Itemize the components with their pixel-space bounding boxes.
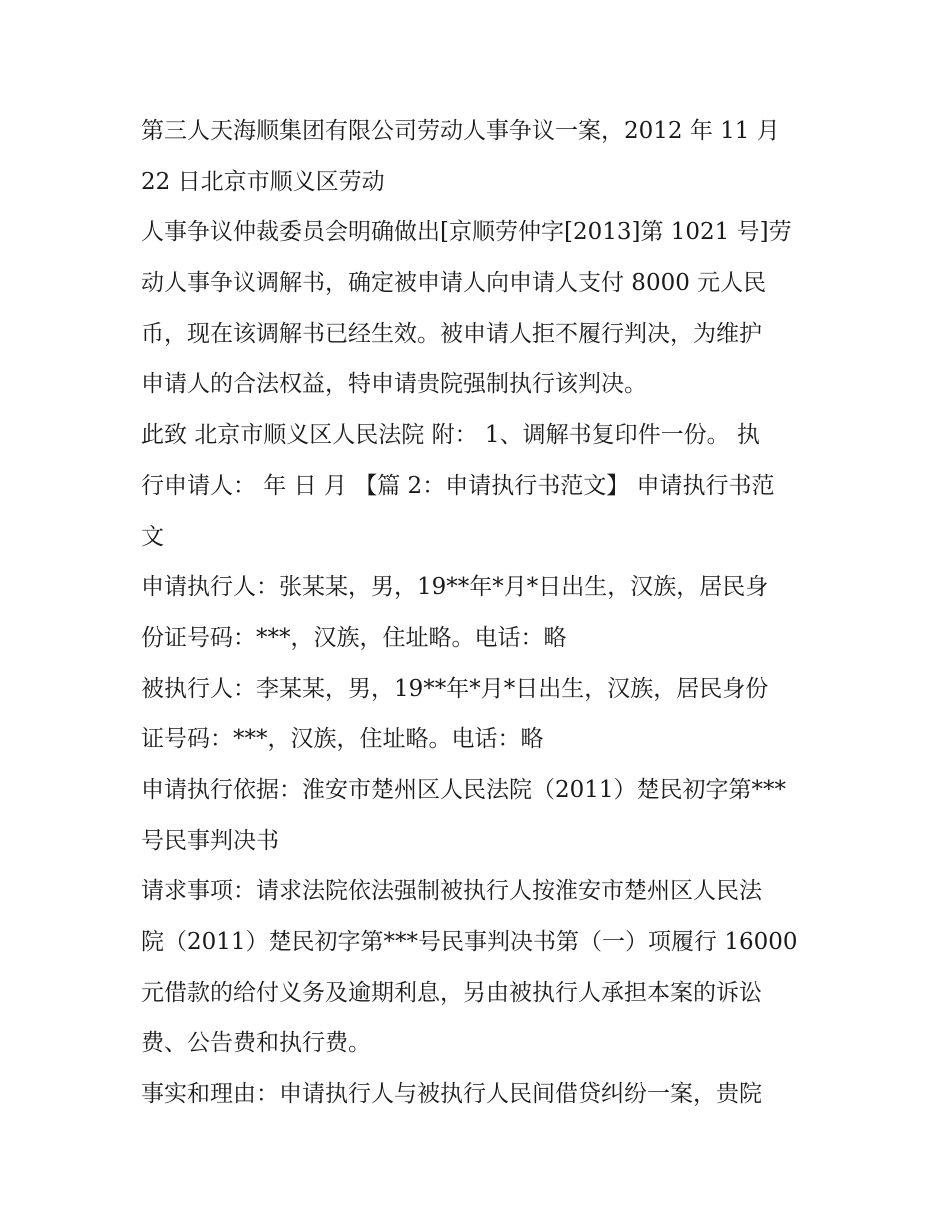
text-line: 证号码：***，汉族，住址略。电话：略 [141, 726, 544, 753]
text-line: 申请执行人：张某某，男，19**年*月*日出生，汉族，居民身 [141, 574, 769, 601]
text-line: 申请执行依据：淮安市楚州区人民法院（2011）楚民初字第*** [141, 776, 787, 803]
text-line: 份证号码：***，汉族，住址略。电话：略 [141, 624, 567, 651]
text-line: 币，现在该调解书已经生效。被申请人拒不履行判决，为维护 [141, 320, 762, 347]
text-line: 行申请人： 年 日 月 【篇 2：申请执行书范文】 申请执行书范 [141, 472, 775, 499]
text-line: 动人事争议调解书，确定被申请人向申请人支付 8000 元人民 [141, 270, 767, 297]
text-line: 费、公告费和执行费。 [141, 1030, 371, 1057]
document-body [141, 106, 813, 1120]
text-line: 此致 北京市顺义区人民法院 附： 1、调解书复印件一份。 执 [141, 422, 760, 449]
text-line: 申请人的合法权益，特申请贵院强制执行该判决。 [141, 371, 647, 398]
text-line: 第三人天海顺集团有限公司劳动人事争议一案，2012 年 11 月 [141, 118, 780, 144]
text-line: 文 [141, 523, 164, 550]
text-line: 22 日北京市顺义区劳动 [141, 168, 385, 195]
text-line: 元借款的给付义务及逾期利息，另由被执行人承担本案的诉讼 [141, 979, 762, 1006]
text-line: 号民事判决书 [141, 827, 279, 854]
text-line: 人事争议仲裁委员会明确做出[京顺劳仲字[2013]第 1021 号]劳 [141, 219, 792, 246]
text-line: 院（2011）楚民初字第***号民事判决书第（一）项履行 16000 [141, 929, 798, 955]
text-line: 事实和理由：申请执行人与被执行人民间借贷纠纷一案，贵院 [141, 1081, 762, 1108]
text-line: 请求事项：请求法院依法强制被执行人按淮安市楚州区人民法 [141, 878, 762, 905]
text-line: 被执行人：李某某，男，19**年*月*日出生，汉族，居民身份 [141, 675, 769, 702]
